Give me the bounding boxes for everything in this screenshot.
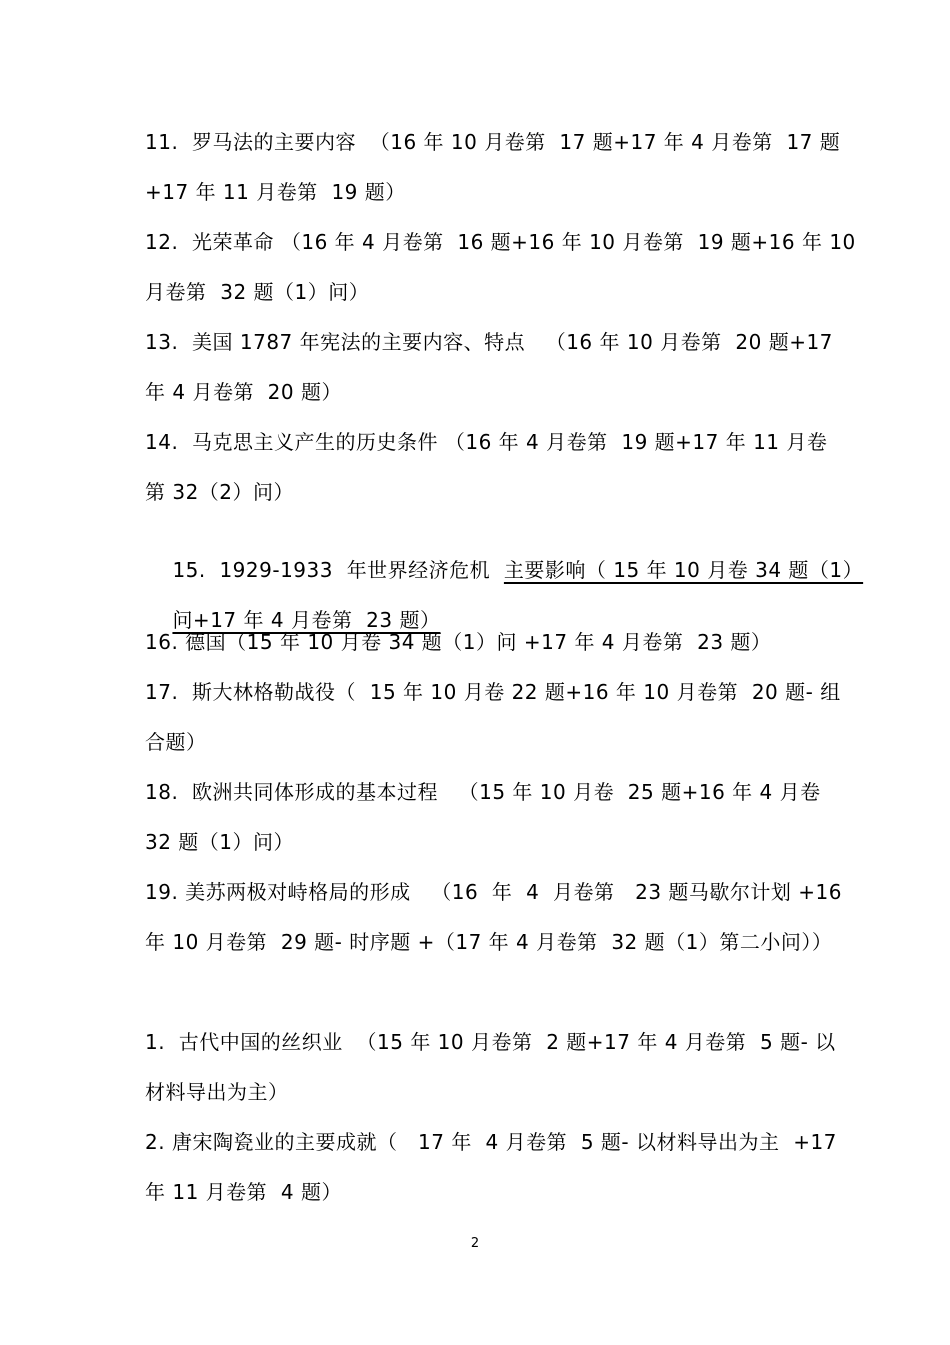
item-11-line-2: +17 年 11 月卷第 19 题）: [145, 180, 406, 204]
item-19-line-1: 19. 美苏两极对峙格局的形成 （16 年 4 月卷第 23 题马歇尔计划 +16: [145, 880, 842, 904]
item-15-topic: 15. 1929-1933 年世界经济危机: [172, 558, 504, 582]
item-17-line-2: 合题）: [145, 730, 207, 754]
section-2-item-2-line-2: 年 11 月卷第 4 题）: [145, 1180, 342, 1204]
item-15-underlined-text: 主要影响（ 15 年 10 月卷 34 题（1）: [503, 558, 864, 582]
section-2-item-2-line-1: 2. 唐宋陶瓷业的主要成就（ 17 年 4 月卷第 5 题- 以材料导出为主 +17: [145, 1130, 837, 1154]
item-13-line-1: 13. 美国 1787 年宪法的主要内容、特点 （16 年 10 月卷第 20 题+17: [145, 330, 833, 354]
section-2-item-1-line-1: 1. 古代中国的丝织业 （15 年 10 月卷第 2 题+17 年 4 月卷第 5 题- 以: [145, 1030, 836, 1054]
item-14-line-1: 14. 马克思主义产生的历史条件 （16 年 4 月卷第 19 题+17 年 11 月卷: [145, 430, 828, 454]
item-12-line-1: 12. 光荣革命 （16 年 4 月卷第 16 题+16 年 10 月卷第 19 题+16 年 10: [145, 230, 856, 254]
item-16-line-1: 16. 德国（15 年 10 月卷 34 题（1）问 +17 年 4 月卷第 23 题）: [145, 630, 772, 654]
item-15-line-1: [145, 528, 864, 582]
item-18-line-2: 32 题（1）问）: [145, 830, 295, 854]
item-13-line-2: 年 4 月卷第 20 题）: [145, 380, 342, 404]
page-number: 2: [470, 1236, 480, 1251]
item-15-line-2: [145, 578, 815, 632]
item-19-line-2: 年 10 月卷第 29 题- 时序题 +（17 年 4 月卷第 32 题（1）第二小问））: [145, 930, 833, 954]
item-18-line-1: 18. 欧洲共同体形成的基本过程 （15 年 10 月卷 25 题+16 年 4 月卷: [145, 780, 821, 804]
item-17-line-1: 17. 斯大林格勒战役（ 15 年 10 月卷 22 题+16 年 10 月卷第 20 题- 组: [145, 680, 841, 704]
section-2-item-1-line-2: 材料导出为主）: [145, 1080, 289, 1104]
item-14-line-2: 第 32（2）问）: [145, 480, 295, 504]
item-11-line-1: 11. 罗马法的主要内容 （16 年 10 月卷第 17 题+17 年 4 月卷第 17 题: [145, 130, 841, 154]
item-12-line-2: 月卷第 32 题（1）问）: [145, 280, 370, 304]
item-15-underlined-text-2: 问+17 年 4 月卷第 23 题）: [172, 608, 441, 632]
